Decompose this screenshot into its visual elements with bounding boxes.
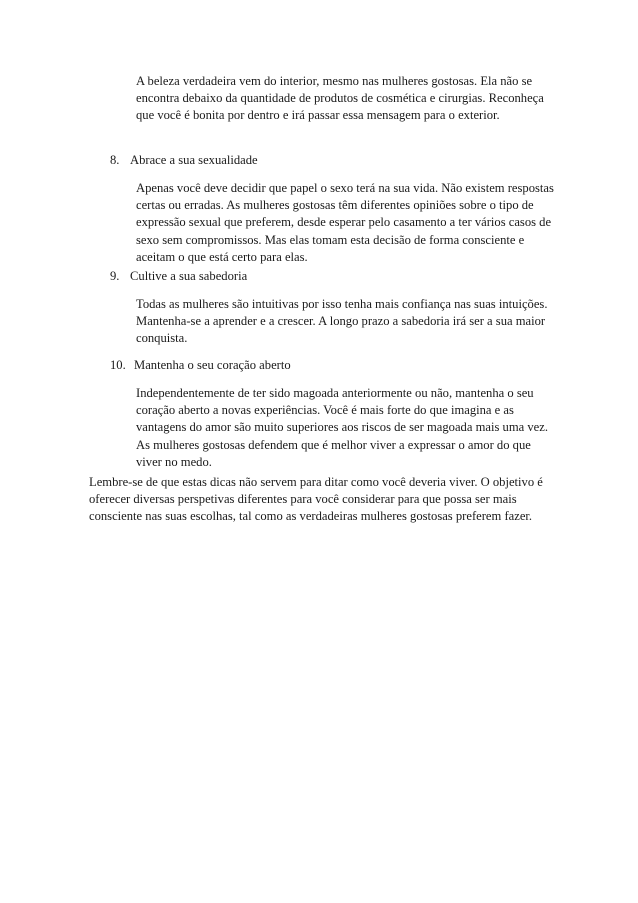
section-heading-10	[110, 357, 291, 374]
closing-paragraph: Lembre-se de que estas dicas não servem para ditar como você deveria viver. O objetivo é oferecer diversas perspetivas diferentes para você considerar para que possa ser mais consciente nas suas escolhas, tal como as verdadeiras mulheres gostosas preferem fazer.	[89, 475, 543, 524]
section-heading-8	[110, 152, 258, 169]
section-body-8: Apenas você deve decidir que papel o sexo terá na sua vida. Não existem respostas certas ou erradas. As mulheres gostosas têm diferentes opiniões sobre o tipo de expressão sexual que preferem, desde esperar pelo casamento a ter vários casos de sexo sem compromissos. Mas elas tomam esta decisão de forma consciente e aceitam o que está certo para elas.	[136, 181, 554, 264]
intro-paragraph: A beleza verdadeira vem do interior, mesmo nas mulheres gostosas. Ela não se encontra debaixo da quantidade de produtos de cosmética e cirurgias. Reconheça que você é bonita por dentro e irá passar essa mensagem para o exterior.	[136, 74, 544, 123]
section-body-9: Todas as mulheres são intuitivas por isso tenha mais confiança nas suas intuições. Mantenha-se a aprender e a crescer. A longo prazo a sabedoria irá ser a sua maior conquista.	[136, 297, 548, 346]
section-number: 10.	[110, 358, 126, 372]
section-title: Abrace a sua sexualidade	[130, 153, 258, 167]
section-title: Cultive a sua sabedoria	[130, 269, 248, 283]
section-title: Mantenha o seu coração aberto	[134, 358, 291, 372]
section-body-10: Independentemente de ter sido magoada anteriormente ou não, mantenha o seu coração aberto a novas experiências. Você é mais forte do que imagina e as vantagens do amor são muito superiores aos riscos de ser magoada mais uma vez. As mulheres gostosas defendem que é melhor viver a expressar o amor do que viver no medo.	[136, 386, 548, 469]
section-number: 8.	[110, 153, 120, 167]
section-heading-9	[110, 268, 247, 285]
section-number: 9.	[110, 269, 120, 283]
